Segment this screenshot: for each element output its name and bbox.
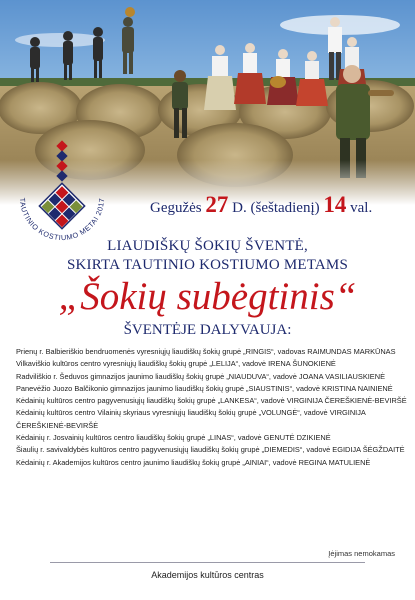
event-day-label: D. (šeštadienį) — [232, 200, 320, 216]
event-hour: 14 — [323, 192, 347, 217]
list-item: Šiaulių r. savivaldybės kultūros centro pagyvenusiųjų liaudiškų šokių grupė „DIEMEDIS“, vadovė EGIDIJA ŠĖGŽDAITĖ — [16, 445, 405, 455]
event-heading-line1: LIAUDIŠKŲ ŠOKIŲ ŠVENTĖ, — [107, 238, 308, 254]
list-item: Kėdainių r. Josvainių kultūros centro liaudiškų šokių grupė „LINAS“, vadovė GENUTĖ DZIKIENĖ — [16, 433, 331, 443]
list-item: Kėdainių kultūros centro pagyvenusiųjų liaudiškų šokių grupė „LANKESA“, vadovė VIRGINIJA ČEREŠKIENĖ-BEVIRŠĖ — [16, 396, 407, 406]
footer-divider — [50, 562, 365, 563]
venue-name: Akademijos kultūros centras — [151, 570, 264, 580]
list-item: Radviliškio r. Šeduvos gimnazijos jaunimo liaudiškų šokių grupė „NIAUDUVA“, vadovė JOANA VASILIAUSKIENĖ — [16, 371, 385, 381]
event-title: „Šokių subėgtinis“ — [58, 275, 357, 318]
event-heading-line2: SKIRTA TAUTINIO KOSTIUMO METAMS — [66, 257, 348, 273]
event-date-time — [150, 192, 412, 218]
admission-note: Įėjimas nemokamas — [328, 549, 395, 558]
event-month: Gegužės — [150, 200, 202, 216]
list-item: Kėdainių kultūros centro Vilainių skyriaus vyresniųjų liaudiškų šokių grupė „VOLUNGĖ“, vadovė VIRGINIJA ČEREŠKIENĖ-BEVIRŠĖ — [16, 408, 366, 430]
participants-heading: ŠVENTĖJE DALYVAUJA: — [123, 322, 292, 338]
logo-diamonds-icon — [39, 140, 84, 228]
costume-year-logo — [6, 138, 118, 250]
participants-list — [16, 346, 408, 469]
list-item: Panevėžio Juozo Balčikonio gimnazijos jaunimo liaudiškų šokių grupė „SIAUSTINIS“, vadovė KRISTINA NAINIENĖ — [16, 383, 393, 393]
list-item: Kėdainių r. Akademijos kultūros centro jaunimo liaudiškų šokių grupė „AINIAI“, vadovė REGINA MATULIENĖ — [16, 457, 371, 467]
list-item: Vilkaviškio kultūros centro vyresniųjų liaudiškų šokių grupė „LELIJA“, vadovė IRENA ŠUNOKIENĖ — [16, 359, 336, 369]
list-item: Prienų r. Balbieriškio bendruomenės vyresniųjų liaudiškų šokių grupė „RINGIS“, vadovas RAIMUNDAS MARKŪNAS — [16, 347, 396, 356]
event-hour-unit: val. — [350, 200, 373, 216]
logo-ring-text: TAUTINIO KOSTIUMO METAI 2017 — [17, 197, 107, 243]
event-day: 27 — [205, 192, 229, 217]
